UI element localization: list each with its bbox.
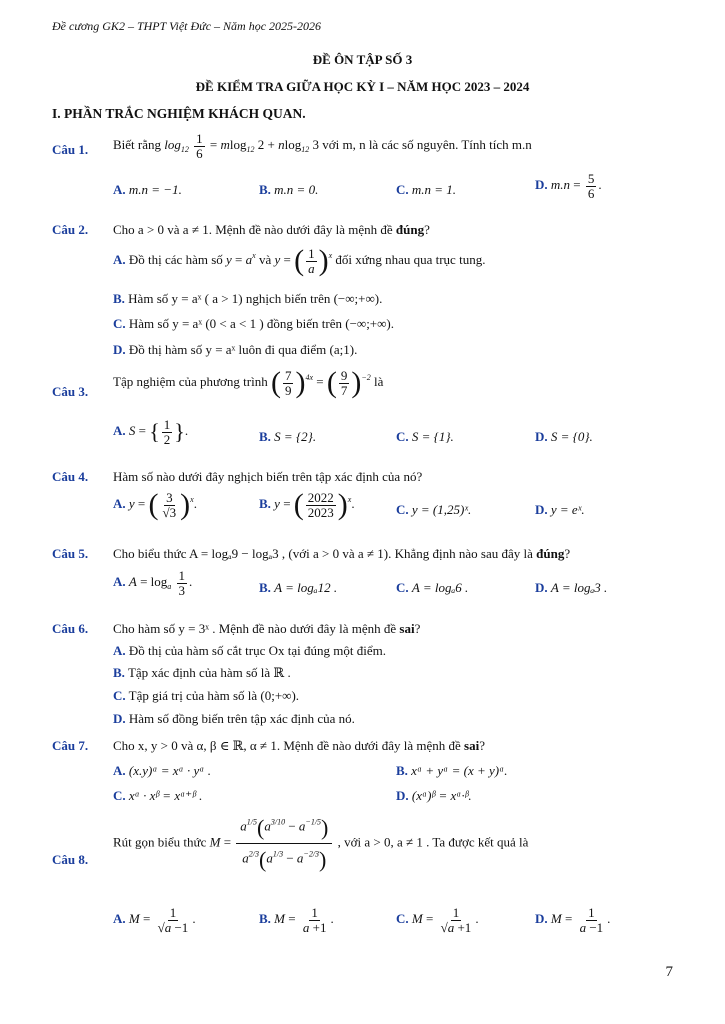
question-5-option-d: D. A = logₐ3 . <box>535 580 608 595</box>
question-4-option-a: A. y = ( $\frac{3}{√3}$ )$^x$. <box>113 488 197 521</box>
exam-subtitle: ĐỀ KIỂM TRA GIỮA HỌC KỲ I – NĂM HỌC 2023 – 2024 <box>195 79 530 94</box>
question-4-option-d: D. y = eˣ. <box>535 502 585 517</box>
question-7-option-c: C. xᵅ · xᵝ = xᵅ⁺ᵝ . <box>113 788 203 803</box>
page-header: Đề cương GK2 – THPT Việt Đức – Năm học 2025-2026 <box>52 19 322 33</box>
question-1-label: Câu 1. <box>52 142 89 157</box>
question-7-text: Cho x, y > 0 và α, β ∈ ℝ, α ≠ 1. Mệnh đề nào dưới đây là mệnh đề sai? <box>113 738 485 753</box>
question-5-option-b: B. A = logₐ12 . <box>259 580 338 595</box>
question-8-expression: $\frac{a^{1/5}(a^{3/10} - a^{-1/5})}{a^{2/3}(a^{1/3} - a^{-2/3})}$ <box>236 814 332 871</box>
question-4-text: Hàm số nào dưới đây nghịch biến trên tập xác định của nó? <box>113 469 423 484</box>
question-6-option-c: C. Tập giá trị của hàm số là (0;+∞). <box>113 688 300 703</box>
question-7-option-d: D. (xᵅ)ᵝ = xᵅ·ᵝ. <box>396 788 472 803</box>
question-2-option-a: A. Đồ thị các hàm số $y = a^x$ và y = ( $\frac{1}{a}$ )$^x$ đối xứng nhau qua trục tung. <box>113 244 486 277</box>
question-5-option-c: C. A = logₐ6 . <box>396 580 469 595</box>
question-2-label: Câu 2. <box>52 222 89 237</box>
question-4-label: Câu 4. <box>52 469 89 484</box>
question-5-text: Cho biểu thức A = logₐ9 − logₐ3 , (với a > 0 và a ≠ 1). Khẳng định nào sau đây là đúng? <box>113 546 571 561</box>
exam-title: ĐỀ ÔN TẬP SỐ 3 <box>312 52 413 67</box>
question-8-option-c: C. M = $\frac{1}{√a +1}$ . <box>396 905 479 935</box>
question-7-label: Câu 7. <box>52 738 89 753</box>
question-5-option-a: A. $A = \log_a$ $\frac{1}{3}$ . <box>113 568 193 598</box>
question-3-label: Câu 3. <box>52 384 89 399</box>
question-1-option-b: B. m.n = 0. <box>259 182 319 197</box>
question-6-text: Cho hàm số y = 3ˣ . Mệnh đề nào dưới đây là mệnh đề sai? <box>113 621 421 636</box>
question-2-option-b: B. Hàm số y = aˣ ( a > 1) nghịch biến trên (−∞;+∞). <box>113 291 383 306</box>
question-1-option-a: A. m.n = −1. <box>113 182 182 197</box>
question-8-option-d: D. M = $\frac{1}{a -1}$ . <box>535 905 611 935</box>
question-6-option-b: B. Tập xác định của hàm số là ℝ . <box>113 665 291 680</box>
question-3-option-b: B. S = {2}. <box>259 429 317 444</box>
question-7-option-a: A. (x.y)ᵅ = xᵅ · yᵅ . <box>113 763 211 778</box>
question-8-option-a: A. M = $\frac{1}{√a -1}$ . <box>113 905 196 935</box>
question-1-option-d: D. m.n = $\frac{5}{6}$ . <box>535 171 602 201</box>
question-8-text: Rút gọn biểu thức M = $\frac{a^{1/5}(a^{3/10} - a^{-1/5})}{a^{2/3}(a^{1/3} - a^{-2/3})}$ , với a > 0, a ≠ 1 . Ta được kết quả là <box>113 815 529 873</box>
question-2-option-c: C. Hàm số y = aˣ (0 < a < 1 ) đồng biến trên (−∞;+∞). <box>113 316 394 331</box>
question-8-label: Câu 8. <box>52 852 89 867</box>
question-6-option-d: D. Hàm số đồng biến trên tập xác định của nó. <box>113 711 355 726</box>
question-6-label: Câu 6. <box>52 621 89 636</box>
question-1-option-c: C. m.n = 1. <box>396 182 457 197</box>
question-8-option-b: B. M = $\frac{1}{a +1}$ . <box>259 905 334 935</box>
section-heading: I. PHẦN TRẮC NGHIỆM KHÁCH QUAN. <box>52 106 306 121</box>
question-6-option-a: A. Đồ thị của hàm số cắt trục Ox tại đúng một điểm. <box>113 643 386 658</box>
question-3-option-c: C. S = {1}. <box>396 429 454 444</box>
page-number: 7 <box>665 964 673 980</box>
question-3-text: Tập nghiệm của phương trình ( $\frac{7}{9}$ )$^{4x}$ = ( $\frac{9}{7}$ )$^{-2}$ là <box>113 366 384 399</box>
question-1-text: Biết rằng $\log_{12}$ $\frac{1}{6}$ = mlog$_{12}$ 2 + nlog$_{12}$ 3 với m, n là các số nguyên. Tính tích m.n <box>113 131 532 161</box>
question-4-option-b: B. y = ( $\frac{2022}{2023}$ )$^x$. <box>259 488 355 521</box>
question-2-option-d: D. Đồ thị hàm số y = aˣ luôn đi qua điểm (a;1). <box>113 342 358 357</box>
question-5-label: Câu 5. <box>52 546 89 561</box>
question-4-option-c: C. y = (1,25)ˣ. <box>396 502 472 517</box>
question-3-option-a: A. S = { $\frac{1}{2}$ }. <box>113 417 189 447</box>
question-3-option-d: D. S = {0}. <box>535 429 593 444</box>
question-2-text: Cho a > 0 và a ≠ 1. Mệnh đề nào dưới đây là mệnh đề đúng? <box>113 222 430 237</box>
question-7-option-b: B. xᵅ + yᵅ = (x + y)ᵅ. <box>396 763 508 778</box>
